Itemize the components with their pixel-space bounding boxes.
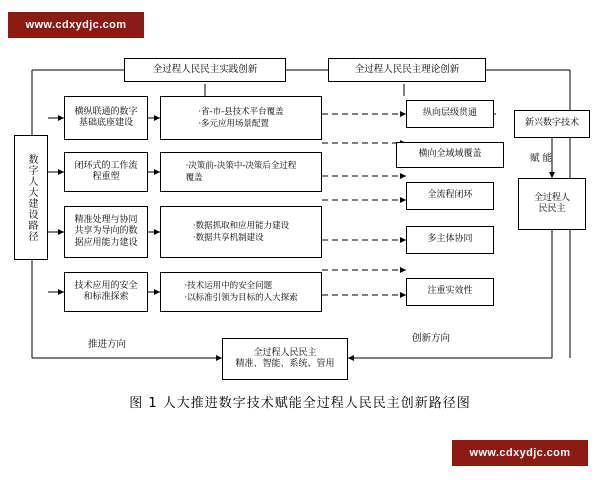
figure-caption: 图 1 人大推进数字技术赋能全过程人民民主创新路径图 (129, 396, 471, 411)
node-right-3: 全流程闭环 (406, 182, 494, 210)
watermark-top: www.cdxydjc.com (8, 12, 144, 38)
node-tech: 新兴数字技术 (514, 110, 590, 138)
label-empower: 赋 能 (530, 153, 553, 164)
node-right-5: 注重实效性 (406, 278, 494, 306)
node-mid-3 (160, 206, 322, 258)
label-direction-left: 推进方向 (88, 339, 127, 350)
node-democracy: 全过程人 民民主 (518, 178, 586, 230)
node-root: 数字人大建设路径 (14, 135, 48, 260)
node-left-2: 闭环式的工作流 程重塑 (64, 152, 148, 192)
node-theory-header: 全过程人民民主理论创新 (328, 58, 486, 82)
node-right-2: 横向全域域覆盖 (396, 142, 504, 168)
node-mid-3-list: ·数据抓取和应用能力建设 ·数据共享机制建设 (192, 220, 290, 243)
node-mid-1 (160, 96, 322, 140)
node-left-1: 横纵联通的数字 基础底座建设 (64, 96, 148, 140)
node-mid-4-list: ·技术运用中的安全问题 ·以标准引领为目标的人大探索 (184, 280, 298, 303)
node-practice-header: 全过程人民民主实践创新 (124, 58, 286, 82)
node-mid-1-list: ·省-市-县技术平台覆盖 ·多元应用场景配置 (198, 106, 284, 129)
node-bottom: 全过程人民民主 精准、智能、系统、管用 (222, 338, 348, 380)
node-right-1: 纵向层级贯通 (406, 100, 494, 128)
node-mid-2 (160, 152, 322, 192)
node-right-4: 多主体协同 (406, 226, 494, 254)
node-mid-4 (160, 272, 322, 312)
watermark-bottom: www.cdxydjc.com (452, 440, 588, 466)
node-mid-2-list: ·决策前-决策中-决策后全过程 覆盖 (185, 160, 297, 183)
node-left-3: 精准处理与协同 共享为导向的数 据应用能力建设 (64, 206, 148, 258)
label-direction-right: 创新方向 (412, 333, 451, 344)
node-left-4: 技术应用的安全 和标准探索 (64, 272, 148, 312)
